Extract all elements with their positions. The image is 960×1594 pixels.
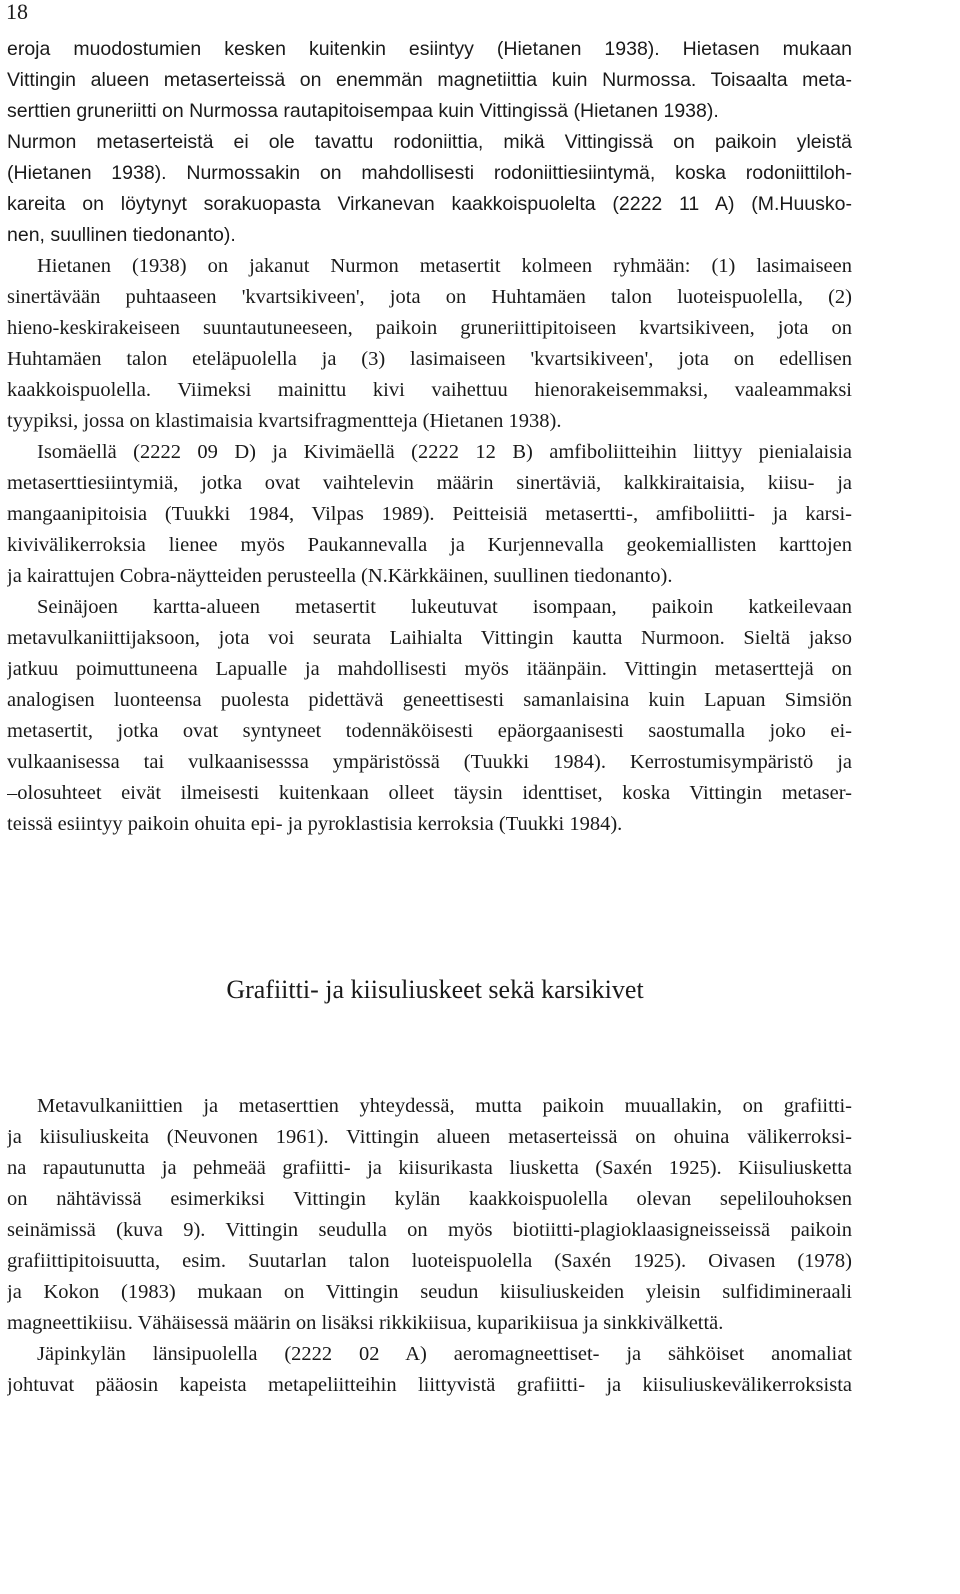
text-line: kareita on löytynyt sorakuopasta Virkanevan kaakkoispuolelta (2222 11 A) (M.Huusko- — [7, 193, 852, 215]
text-line: nen, suullinen tiedonanto). — [7, 224, 236, 246]
text-line: eroja muodostumien kesken kuitenkin esiintyy (Hietanen 1938). Hietasen mukaan — [7, 38, 852, 60]
text-line: metasertit, jotka ovat syntyneet todennäköisesti epäorgaanisesti saostumalla joko ei- — [7, 720, 852, 742]
text-line: Hietanen (1938) on jakanut Nurmon metasertit kolmeen ryhmään: (1) lasimaiseen — [37, 255, 852, 277]
text-line: Jäpinkylän länsipuolella (2222 02 A) aeromagneettiset- ja sähköiset anomaliat — [37, 1343, 852, 1365]
text-line: ja kairattujen Cobra-näytteiden perusteella (N.Kärkkäinen, suullinen tiedonanto). — [7, 565, 673, 587]
text-line: vulkaanisessa tai vulkaanisesssa ympäristössä (Tuukki 1984). Kerrostumisympäristö ja — [7, 751, 852, 773]
text-line: metaserttiesiintymiä, jotka ovat vaihtelevin määrin sinertäviä, kalkkiraitaisia, kiisu- ja — [7, 472, 852, 494]
text-line: metavulkaniittijaksoon, jota voi seurata Laihialta Vittingin kautta Nurmoon. Sieltä jakso — [7, 627, 852, 649]
text-line: magneettikiisu. Vähäisessä määrin on lisäksi rikkikiisua, kuparikiisua ja sinkkivälkettä. — [7, 1312, 724, 1334]
section-heading: Grafiitti- ja kiisuliuskeet sekä karsikivet — [226, 974, 644, 1004]
text-line: ja kiisuliuskeita (Neuvonen 1961). Vittingin alueen metaserteissä on ohuina välikerroksi- — [7, 1126, 852, 1148]
text-line: mangaanipitoisia (Tuukki 1984, Vilpas 1989). Peitteisiä metasertti-, amfiboliitti- ja karsi- — [7, 503, 852, 525]
text-line: Seinäjoen kartta-alueen metasertit lukeutuvat isompaan, paikoin katkeilevaan — [37, 596, 852, 618]
text-line: sinertävään puhtaaseen 'kvartsikiveen', jota on Huhtamäen talon luoteispuolella, (2) — [7, 286, 852, 308]
text-line: –olosuhteet eivät ilmeisesti kuitenkaan olleet täysin identtiset, koska Vittingin metaser- — [7, 782, 852, 804]
text-line: seinämissä (kuva 9). Vittingin seudulla on myös biotiitti-plagioklaasigneisseissä paikoin — [7, 1219, 852, 1241]
body-text-section-2 — [7, 1091, 852, 1401]
text-line: serttien gruneriitti on Nurmossa rautapitoisempaa kuin Vittingissä (Hietanen 1938). — [7, 100, 719, 122]
text-line: Vittingin alueen metaserteissä on enemmän magnetiittia kuin Nurmossa. Toisaalta meta- — [7, 69, 852, 91]
text-line: (Hietanen 1938). Nurmossakin on mahdollisesti rodoniittiesiintymä, koska rodoniittiloh- — [7, 162, 852, 184]
text-line: kivivälikerroksia lienee myös Paukannevalla ja Kurjennevalla geokemiallisten karttojen — [7, 534, 852, 556]
text-line: ja Kokon (1983) mukaan on Vittingin seudun kiisuliuskeiden yleisin sulfidimineraali — [7, 1281, 852, 1303]
text-line: analogisen luonteensa puolesta pidettävä geneettisesti samanlaisina kuin Lapuan Simsiön — [7, 689, 852, 711]
text-line: hieno-keskirakeiseen suuntautuneeseen, paikoin gruneriittipitoiseen kvartsikiveen, jota on — [7, 317, 852, 339]
text-line: Nurmon metaserteistä ei ole tavattu rodoniittia, mikä Vittingissä on paikoin yleistä — [7, 131, 852, 153]
text-line: Metavulkaniittien ja metaserttien yhteydessä, mutta paikoin muuallakin, on grafiitti- — [37, 1095, 852, 1117]
text-line: Isomäellä (2222 09 D) ja Kivimäellä (2222 12 B) amfiboliitteihin liittyy pienialaisia — [37, 441, 852, 463]
text-line: Huhtamäen talon eteläpuolella ja (3) lasimaiseen 'kvartsikiveen', jota on edellisen — [7, 348, 852, 370]
text-line: johtuvat pääosin kapeista metapeliitteihin liittyvistä grafiitti- ja kiisuliuskevälikerroksista — [7, 1374, 852, 1396]
text-line: on nähtävissä esimerkiksi Vittingin kylän kaakkoispuolella olevan sepelilouhoksen — [7, 1188, 852, 1210]
text-line: grafiittipitoisuutta, esim. Suutarlan talon luoteispuolella (Saxén 1925). Oivasen (1978) — [7, 1250, 852, 1272]
body-text-section-1 — [7, 34, 852, 840]
text-line: jatkuu poimuttuneena Lapualle ja mahdollisesti myös itäänpäin. Vittingin metaserttejä on — [7, 658, 852, 680]
text-line: tyypiksi, jossa on klastimaisia kvartsifragmentteja (Hietanen 1938). — [7, 410, 562, 432]
text-line: kaakkoispuolella. Viimeksi mainittu kivi vaihettuu hienorakeisemmaksi, vaaleammaksi — [7, 379, 852, 401]
page-number: 18 — [6, 0, 28, 24]
text-line: teissä esiintyy paikoin ohuita epi- ja pyroklastisia kerroksia (Tuukki 1984). — [7, 813, 623, 835]
text-line: na rapautunutta ja pehmeää grafiitti- ja kiisurikasta liusketta (Saxén 1925). Kiisuliusketta — [7, 1157, 852, 1179]
